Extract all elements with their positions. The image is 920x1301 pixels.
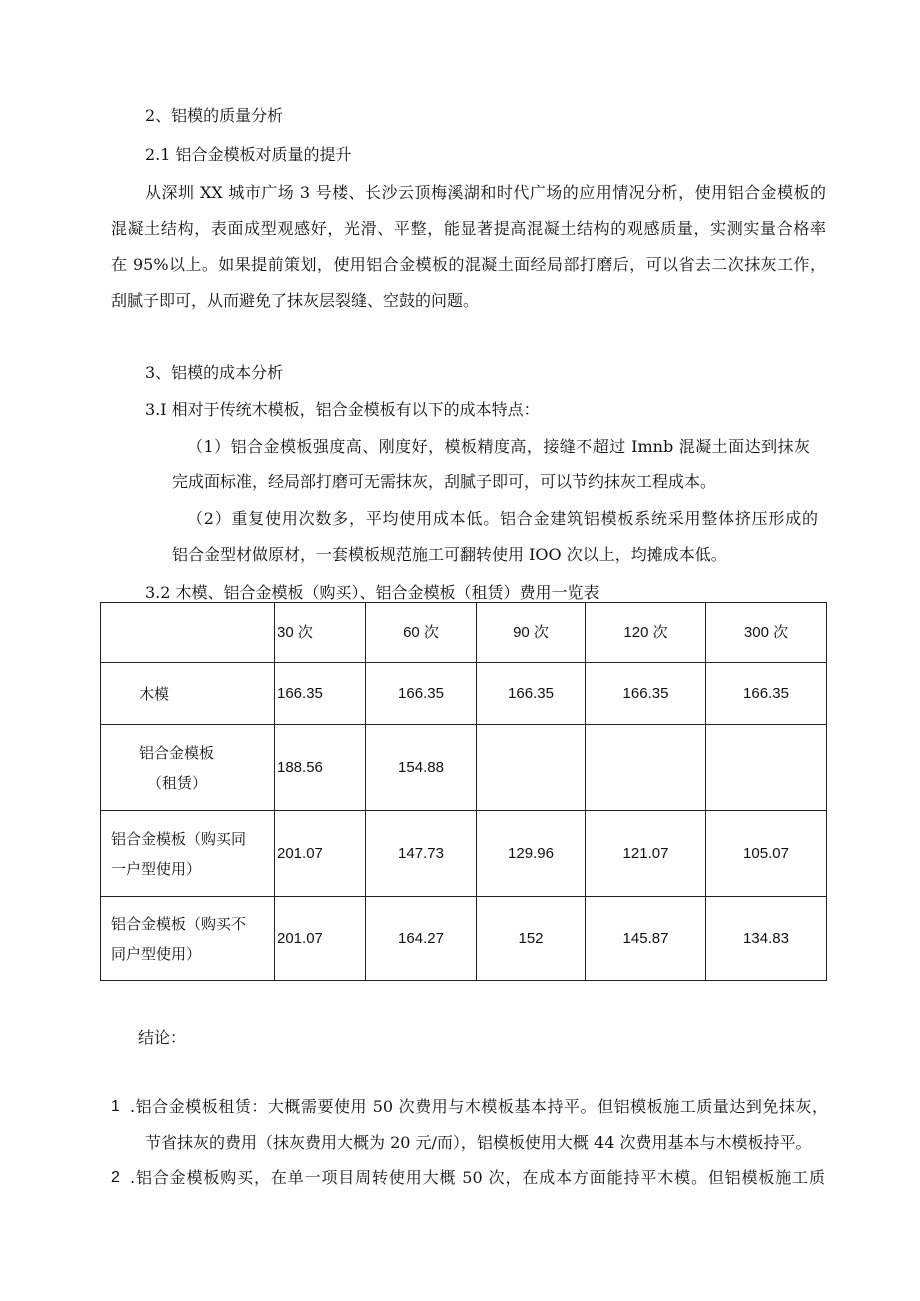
- table-cell: 188.56: [275, 725, 366, 811]
- table-cell: 145.87: [586, 897, 706, 981]
- row-label-line: 木模: [139, 684, 170, 703]
- header-cell-30: 30 次: [275, 603, 366, 663]
- table-row: [101, 663, 827, 725]
- table-cell: 129.96: [477, 811, 586, 897]
- table-cell: [477, 725, 586, 811]
- table-row: [101, 725, 827, 811]
- conclusion-item-2-line-1: .铝合金模板购买，在单一项目周转使用大概 50 次，在成本方面能持平木模。但铝模板施工质: [130, 1168, 825, 1187]
- table-cell: 166.35: [275, 663, 366, 725]
- table-cell: [586, 725, 706, 811]
- header-cell-60: 60 次: [366, 603, 477, 663]
- conclusion-heading: 结论：: [138, 1028, 187, 1047]
- table-cell: [706, 725, 827, 811]
- table-cell: 121.07: [586, 811, 706, 897]
- row-label-line: 铝合金模板（购买同: [111, 829, 247, 848]
- section2-para-line-4: 刮腻子即可，从而避免了抹灰层裂缝、空鼓的问题。: [111, 291, 480, 310]
- header-cell-120: 120 次: [586, 603, 706, 663]
- point1-line-1: （1）铝合金模板强度高、刚度好，模板精度高，接缝不超过 Imnb 混凝土面达到抹灰: [187, 437, 810, 456]
- section2-para-line-1: 从深圳 XX 城市广场 3 号楼、长沙云顶梅溪湖和时代广场的应用情况分析，使用铝合金模板的: [145, 183, 826, 202]
- table-cell: 147.73: [366, 811, 477, 897]
- table-row: [101, 897, 827, 981]
- section2-heading: 2、铝模的质量分析: [145, 106, 284, 125]
- conclusion-item-number: 2: [111, 1169, 120, 1186]
- conclusion-item-number: 1: [111, 1098, 120, 1115]
- row-label-line: 铝合金模板（购买不: [111, 914, 247, 933]
- header-cell-300: 300 次: [706, 603, 827, 663]
- table-caption: 3.2 木模、铝合金模板（购买）、铝合金模板（租赁）费用一览表: [145, 583, 600, 602]
- table-cell: 134.83: [706, 897, 827, 981]
- row-label-line: （租赁）: [147, 773, 208, 792]
- table-cell: 166.35: [366, 663, 477, 725]
- table-cell: 201.07: [275, 811, 366, 897]
- row-label: [101, 725, 275, 811]
- table-cell: 105.07: [706, 811, 827, 897]
- row-label-line: 铝合金模板: [139, 743, 215, 762]
- point1-line-2: 完成面标准，经局部打磨可无需抹灰，刮腻子即可，可以节约抹灰工程成本。: [172, 472, 717, 491]
- row-label: [101, 811, 275, 897]
- table-cell: 154.88: [366, 725, 477, 811]
- row-label-line: 一户型使用）: [111, 859, 202, 878]
- table-cell: 201.07: [275, 897, 366, 981]
- cost-table: [100, 602, 827, 981]
- header-cell-90: 90 次: [477, 603, 586, 663]
- section2-para-line-3: 在 95%以上。如果提前策划，使用铝合金模板的混凝土面经局部打磨后，可以省去二次抹灰工作，: [111, 255, 826, 274]
- conclusion-item-1-line-1: .铝合金模板租赁：大概需要使用 50 次费用与木模板基本持平。但铝模板施工质量达到免抹灰，: [130, 1097, 828, 1116]
- point2-line-1: （2）重复使用次数多，平均使用成本低。铝合金建筑铝模板系统采用整体挤压形成的: [187, 509, 818, 528]
- table-row: [101, 811, 827, 897]
- section3-subheading: 3.I 相对于传统木模板，铝合金模板有以下的成本特点：: [145, 400, 540, 419]
- section2-subheading: 2.1 铝合金模板对质量的提升: [145, 145, 352, 164]
- table-cell: 166.35: [586, 663, 706, 725]
- table-cell: 166.35: [477, 663, 586, 725]
- table-cell: 166.35: [706, 663, 827, 725]
- table-cell: 164.27: [366, 897, 477, 981]
- row-label-line: 同户型使用）: [111, 944, 202, 963]
- conclusion-item-1-line-2: 节省抹灰的费用（抹灰费用大概为 20 元/而），铝模板使用大概 44 次费用基本与木模板持平。: [145, 1133, 812, 1152]
- row-label: [101, 897, 275, 981]
- table-header-row: [101, 603, 827, 663]
- section2-para-line-2: 混凝土结构，表面成型观感好，光滑、平整，能显著提高混凝土结构的观感质量，实测实量合格率: [111, 219, 826, 238]
- table-cell: 152: [477, 897, 586, 981]
- section3-heading: 3、铝模的成本分析: [145, 363, 284, 382]
- row-label: [101, 663, 275, 725]
- header-cell-empty: [101, 603, 275, 663]
- point2-line-2: 铝合金型材做原材，一套模板规范施工可翻转使用 IOO 次以上，均摊成本低。: [172, 545, 727, 564]
